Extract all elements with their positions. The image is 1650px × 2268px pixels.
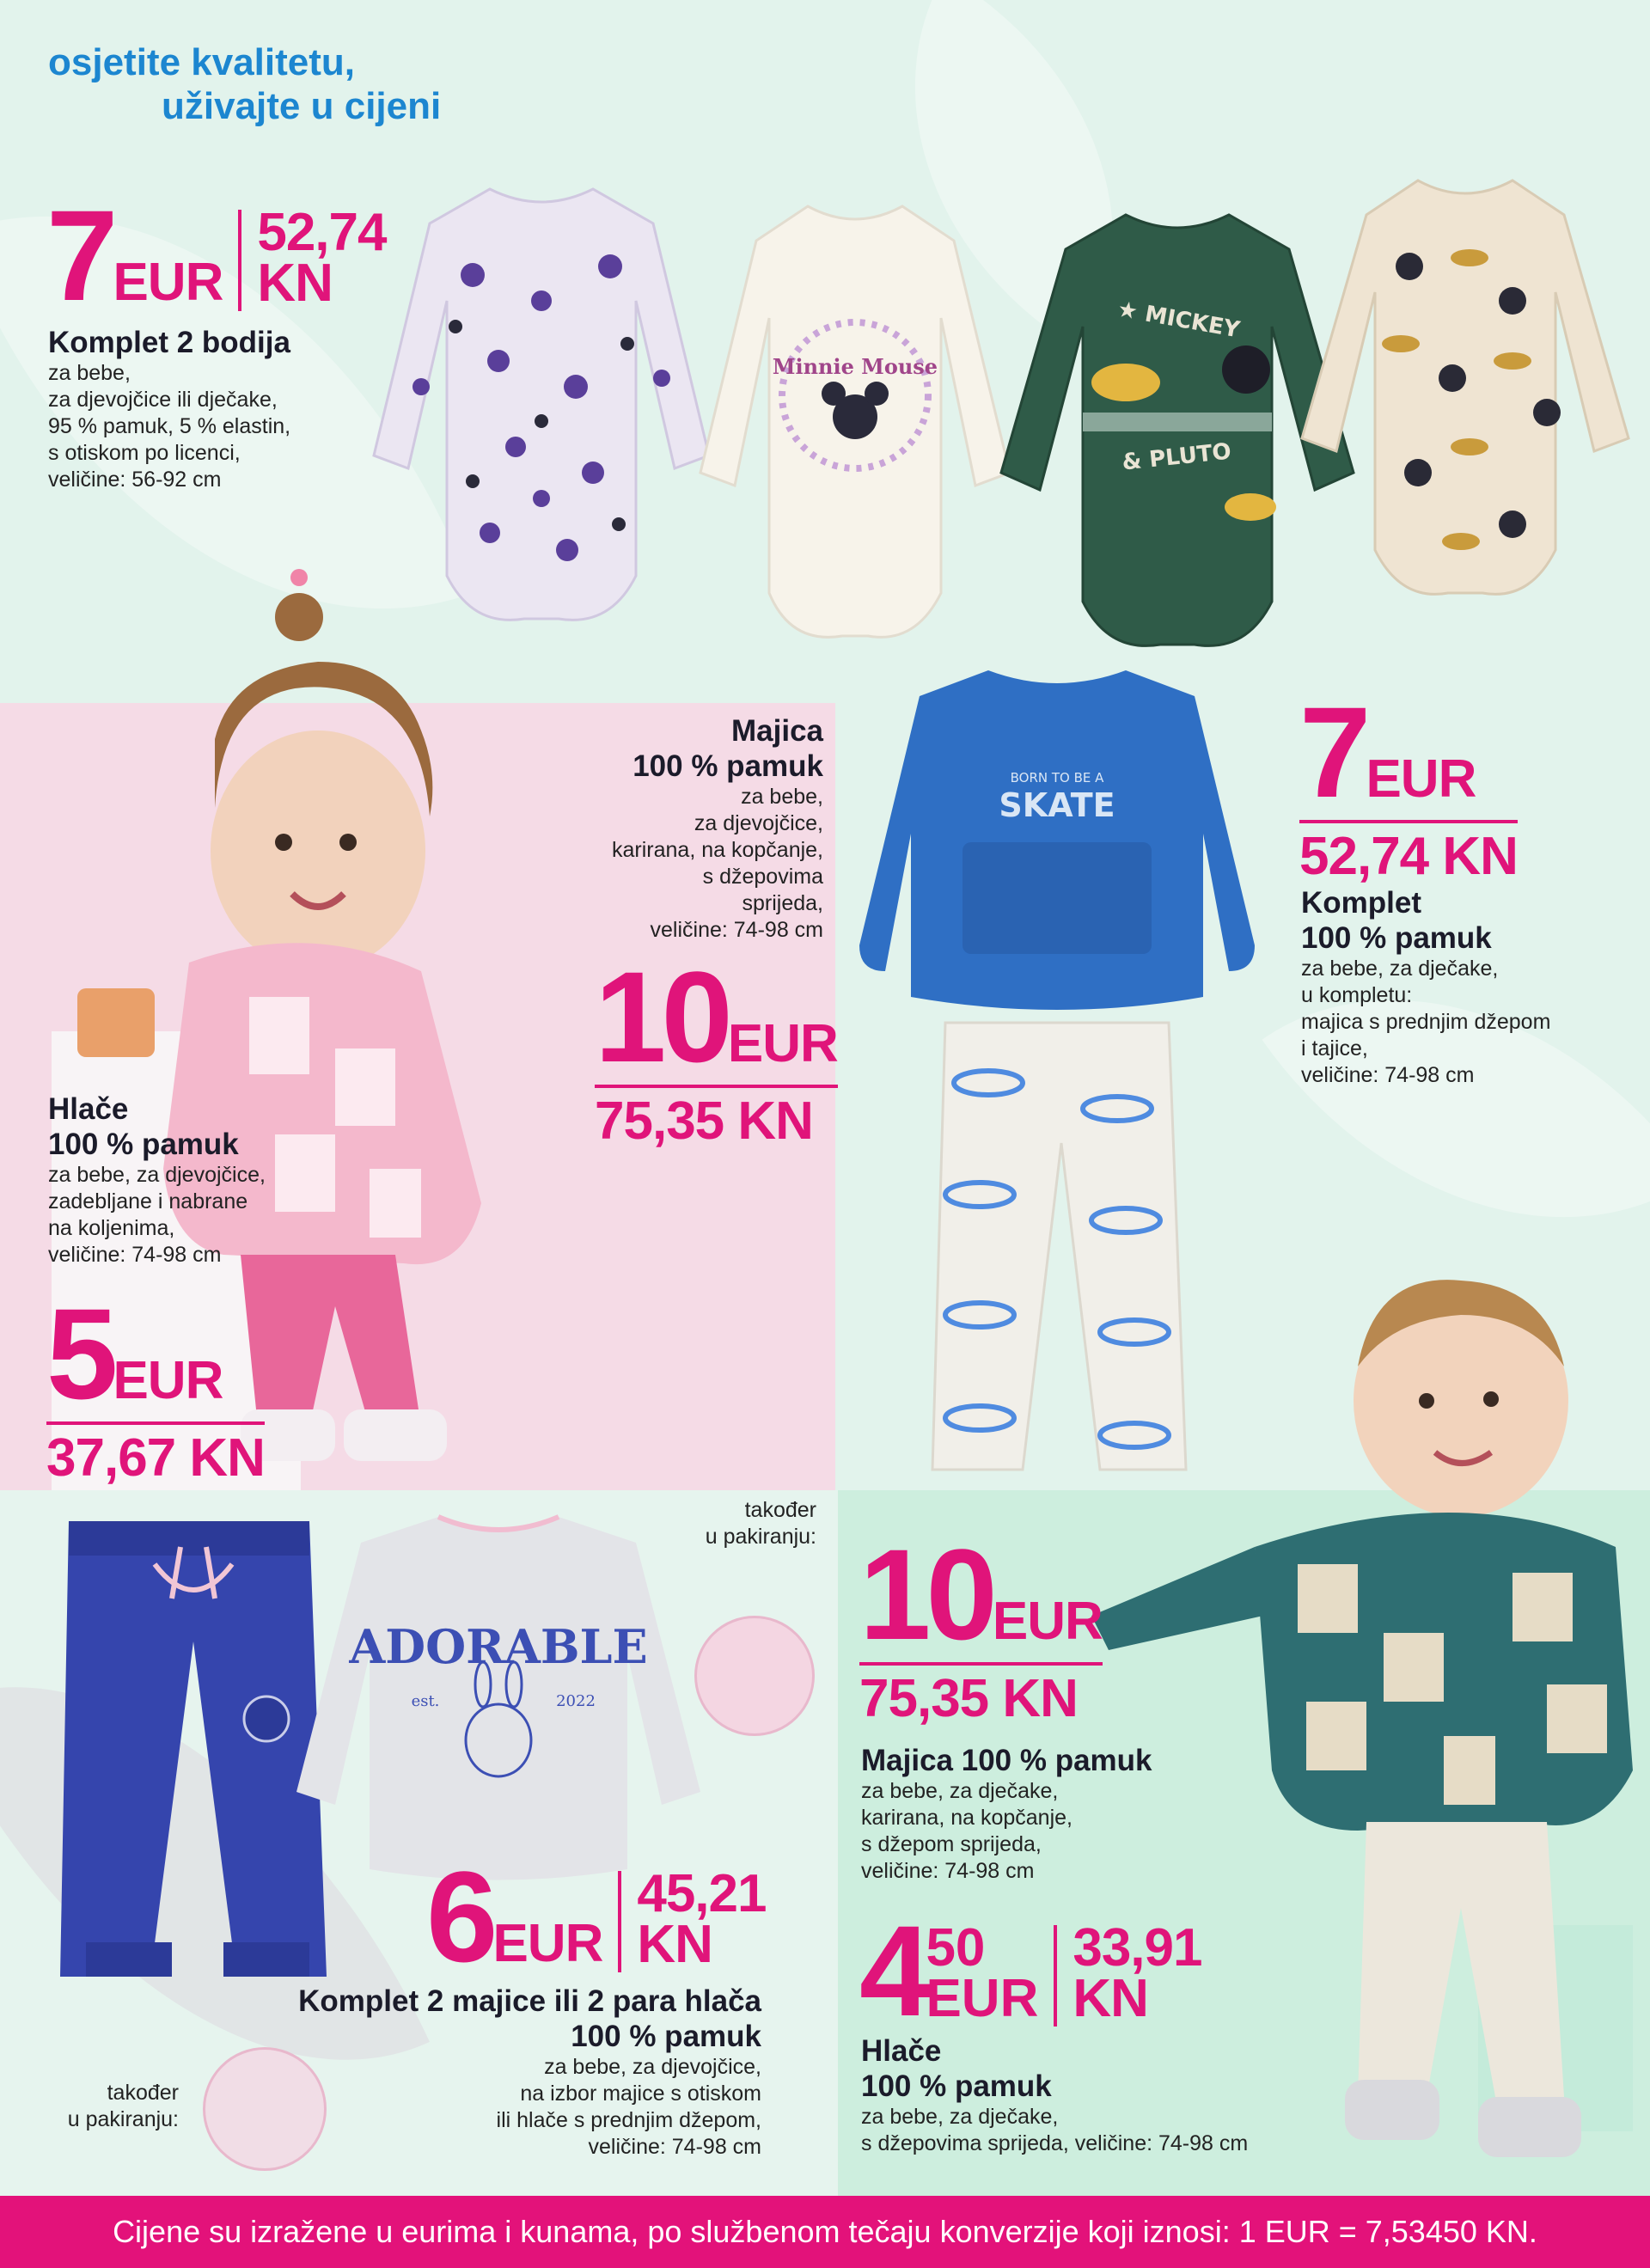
also-packed-line: također	[744, 1498, 816, 1522]
price-kn-unit: KN	[637, 1915, 712, 1975]
product-title: Majica 100 % pamuk	[861, 1744, 1152, 1777]
desc-line: na izbor majice s otiskom	[520, 2082, 761, 2106]
desc-line: veličine: 74-98 cm	[1301, 1063, 1475, 1087]
price-kn-value: 52,74	[257, 203, 387, 263]
price-currency: EUR	[1366, 749, 1476, 809]
desc-line: veličine: 74-98 cm	[588, 2135, 761, 2159]
desc-line: sprijeda,	[742, 891, 823, 915]
price-euro-whole: 6	[426, 1844, 493, 1989]
price-divider	[1054, 1925, 1057, 2027]
shirt-boy-description	[861, 1743, 1222, 1885]
product-title: Komplet 2 bodija	[48, 326, 290, 359]
desc-line: s džepovima sprijeda, veličine: 74-98 cm	[861, 2131, 1249, 2155]
desc-line: na koljenima,	[48, 1216, 175, 1240]
price-euro-whole: 4	[859, 1898, 926, 2043]
also-packed-line: također	[107, 2081, 179, 2105]
desc-line: veličine: 74-98 cm	[650, 918, 823, 942]
pants-girl-description	[48, 1091, 340, 1268]
mickey-print-text: ★ MICKEY	[1115, 296, 1242, 344]
desc-line: zadebljane i nabrane	[48, 1189, 248, 1213]
also-packed-note	[653, 1497, 816, 1550]
price-currency: EUR	[727, 1014, 838, 1073]
price-kn-value: 33,91	[1072, 1918, 1202, 1978]
est-print-text: est.	[411, 1692, 440, 1710]
price-currency: EUR	[926, 1969, 1039, 2029]
product-title-material: 100 % pamuk	[571, 2020, 761, 2053]
desc-line: 95 % pamuk, 5 % elastin,	[48, 414, 291, 438]
minnie-print-text: Minnie Mouse	[772, 354, 938, 379]
bodysuit-mickey-print-image	[1298, 163, 1633, 610]
pluto-print-text: & PLUTO	[1121, 438, 1233, 476]
desc-line: s džepovima	[702, 865, 823, 889]
slogan-line-1: osjetite kvalitetu,	[48, 41, 356, 83]
fabric-sample-circle-2	[203, 2047, 327, 2171]
desc-line: u kompletu:	[1301, 983, 1413, 1007]
price-decimal	[926, 1918, 1039, 2029]
adorable-print-text: ADORABLE	[349, 1619, 648, 1674]
desc-line: karirana, na kopčanje,	[612, 838, 823, 862]
product-title: Komplet 2 majice ili 2 para hlača	[298, 1984, 761, 2018]
also-packed-line: u pakiranju:	[705, 1525, 816, 1549]
shirt-boy-price	[859, 1522, 1103, 1728]
desc-line: i tajice,	[1301, 1036, 1368, 1061]
fabric-sample-circle	[694, 1616, 815, 1736]
desc-line: karirana, na kopčanje,	[861, 1806, 1072, 1830]
bodysuits-price	[46, 183, 387, 327]
price-currency: EUR	[113, 1351, 223, 1410]
two-pack-price	[426, 1844, 767, 1989]
price-divider	[618, 1871, 621, 1972]
desc-line: za bebe,	[48, 361, 131, 385]
year-print-text: 2022	[556, 1692, 596, 1710]
product-title-material: 100 % pamuk	[632, 749, 823, 783]
slogan-line-2: uživajte u cijeni	[162, 84, 442, 127]
desc-line: za bebe, za djevojčice,	[48, 1163, 266, 1187]
price-kn-unit: KN	[257, 254, 333, 314]
price-kn	[257, 203, 387, 314]
price-kn	[1072, 1918, 1202, 2029]
desc-line: za bebe,	[741, 785, 823, 809]
also-packed-line: u pakiranju:	[67, 2107, 179, 2131]
desc-line: za djevojčice,	[694, 811, 823, 835]
price-kn: 75,35 KN	[595, 1085, 838, 1148]
product-title-material: 100 % pamuk	[1301, 921, 1492, 955]
desc-line: za djevojčice ili dječake,	[48, 388, 278, 412]
shirt-girl-description	[481, 713, 823, 944]
price-divider	[238, 210, 241, 311]
desc-line: veličine: 74-98 cm	[861, 1859, 1035, 1883]
price-euro-whole: 10	[595, 944, 728, 1089]
price-euro-whole: 7	[1299, 680, 1366, 824]
desc-line: veličine: 56-92 cm	[48, 468, 222, 492]
desc-line: za bebe, za dječake,	[1301, 957, 1499, 981]
skate-set-description	[1301, 885, 1645, 1089]
bodysuit-minnie-image	[696, 189, 1014, 653]
product-title: Hlače	[48, 1092, 129, 1126]
price-currency: EUR	[492, 1914, 603, 1973]
price-kn: 52,74 KN	[1299, 820, 1518, 883]
slogan	[48, 41, 441, 128]
product-title: Majica	[731, 714, 823, 748]
skate-small-print-text: BORN TO BE A	[1010, 770, 1104, 786]
shirt-girl-price	[595, 944, 838, 1151]
adorable-sweatshirt-image	[292, 1508, 705, 1886]
desc-line: za bebe, za dječake,	[861, 2105, 1059, 2129]
also-packed-note-2	[26, 2080, 179, 2133]
price-cents: 50	[926, 1918, 986, 1978]
price-currency: EUR	[992, 1592, 1103, 1651]
price-currency: EUR	[113, 253, 223, 312]
pants-girl-price	[46, 1281, 265, 1488]
price-kn: 37,67 KN	[46, 1421, 265, 1485]
desc-line: ili hlače s prednjim džepom,	[496, 2108, 761, 2132]
desc-line: s džepom sprijeda,	[861, 1832, 1042, 1856]
desc-line: majica s prednjim džepom	[1301, 1010, 1551, 1034]
pants-boy-price	[859, 1898, 1202, 2043]
price-euro-whole: 5	[46, 1281, 113, 1426]
price-kn: 75,35 KN	[859, 1662, 1103, 1726]
currency-footer: Cijene su izražene u eurima i kunama, po službenom tečaju konverzije koji iznosi: 1 EUR = 7,53450 KN.	[0, 2196, 1650, 2268]
product-title-material: 100 % pamuk	[48, 1128, 239, 1161]
skate-print-text: SKATE	[999, 786, 1115, 824]
desc-line: za bebe, za djevojčice,	[544, 2055, 761, 2079]
price-kn-unit: KN	[1072, 1969, 1148, 2029]
bodysuits-description	[48, 325, 409, 493]
pants-boy-description	[861, 2033, 1342, 2157]
price-euro-whole: 10	[859, 1522, 993, 1666]
product-title: Komplet	[1301, 886, 1421, 920]
price-kn	[637, 1864, 767, 1975]
price-kn-value: 45,21	[637, 1864, 767, 1924]
desc-line: za bebe, za dječake,	[861, 1779, 1059, 1803]
desc-line: s otiskom po licenci,	[48, 441, 241, 465]
skate-set-price	[1299, 680, 1518, 886]
product-title-material: 100 % pamuk	[861, 2069, 1052, 2103]
price-euro-whole: 7	[46, 183, 113, 327]
desc-line: veličine: 74-98 cm	[48, 1243, 222, 1267]
product-title: Hlače	[861, 2034, 942, 2068]
